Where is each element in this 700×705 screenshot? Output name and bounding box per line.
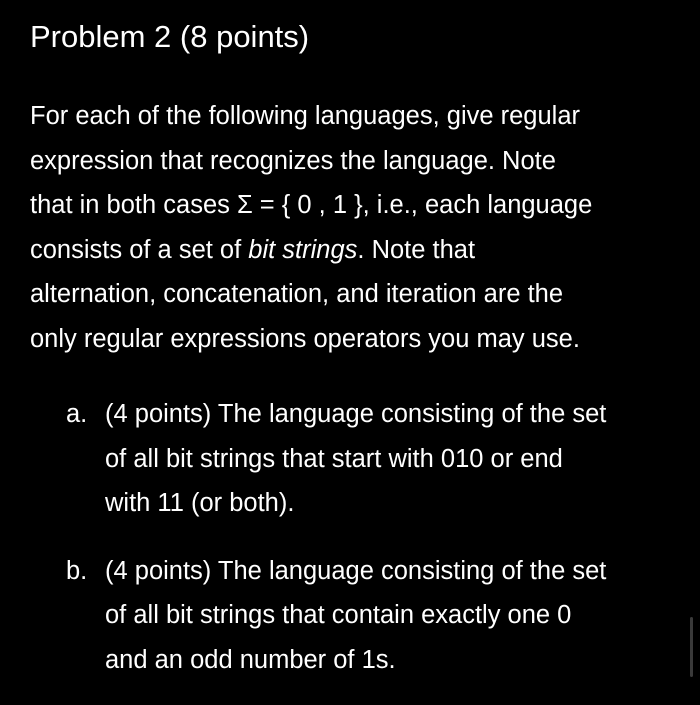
intro-line: expression that recognizes the language. Note (30, 146, 556, 175)
intro-line: only regular expressions operators you may use. (30, 324, 580, 353)
intro-text: consists of a set of (30, 235, 249, 264)
list-item-line: (4 points) The language consisting of the set (105, 556, 607, 585)
list-item-marker: a. (66, 400, 88, 428)
problem-intro (30, 94, 680, 361)
list-item-line: (4 points) The language consisting of the set (105, 400, 607, 428)
intro-line: For each of the following languages, give regular (30, 102, 581, 130)
intro-emphasis: bit strings (248, 235, 358, 264)
list-item-text (105, 549, 695, 683)
problem-title: Problem 2 (8 points) (30, 19, 310, 54)
list-item-line: of all bit strings that contain exactly one 0 (105, 601, 572, 629)
vertical-scrollbar[interactable] (690, 617, 693, 677)
list-item-marker: b. (66, 556, 88, 585)
intro-line: that in both cases Σ = { 0 , 1 }, i.e., each language (30, 191, 593, 219)
list-item (0, 392, 700, 526)
intro-line: alternation, concatenation, and iteration are the (30, 280, 564, 308)
problem-parts-list (0, 392, 700, 705)
list-item-line: and an odd number of 1s. (105, 645, 396, 674)
intro-line (30, 228, 680, 273)
list-item (0, 549, 700, 683)
list-item-text (105, 392, 695, 526)
list-item-line: of all bit strings that start with 010 or end (105, 444, 563, 473)
list-item-line: with 11 (or both). (105, 489, 295, 517)
intro-text: . Note that (357, 235, 476, 264)
